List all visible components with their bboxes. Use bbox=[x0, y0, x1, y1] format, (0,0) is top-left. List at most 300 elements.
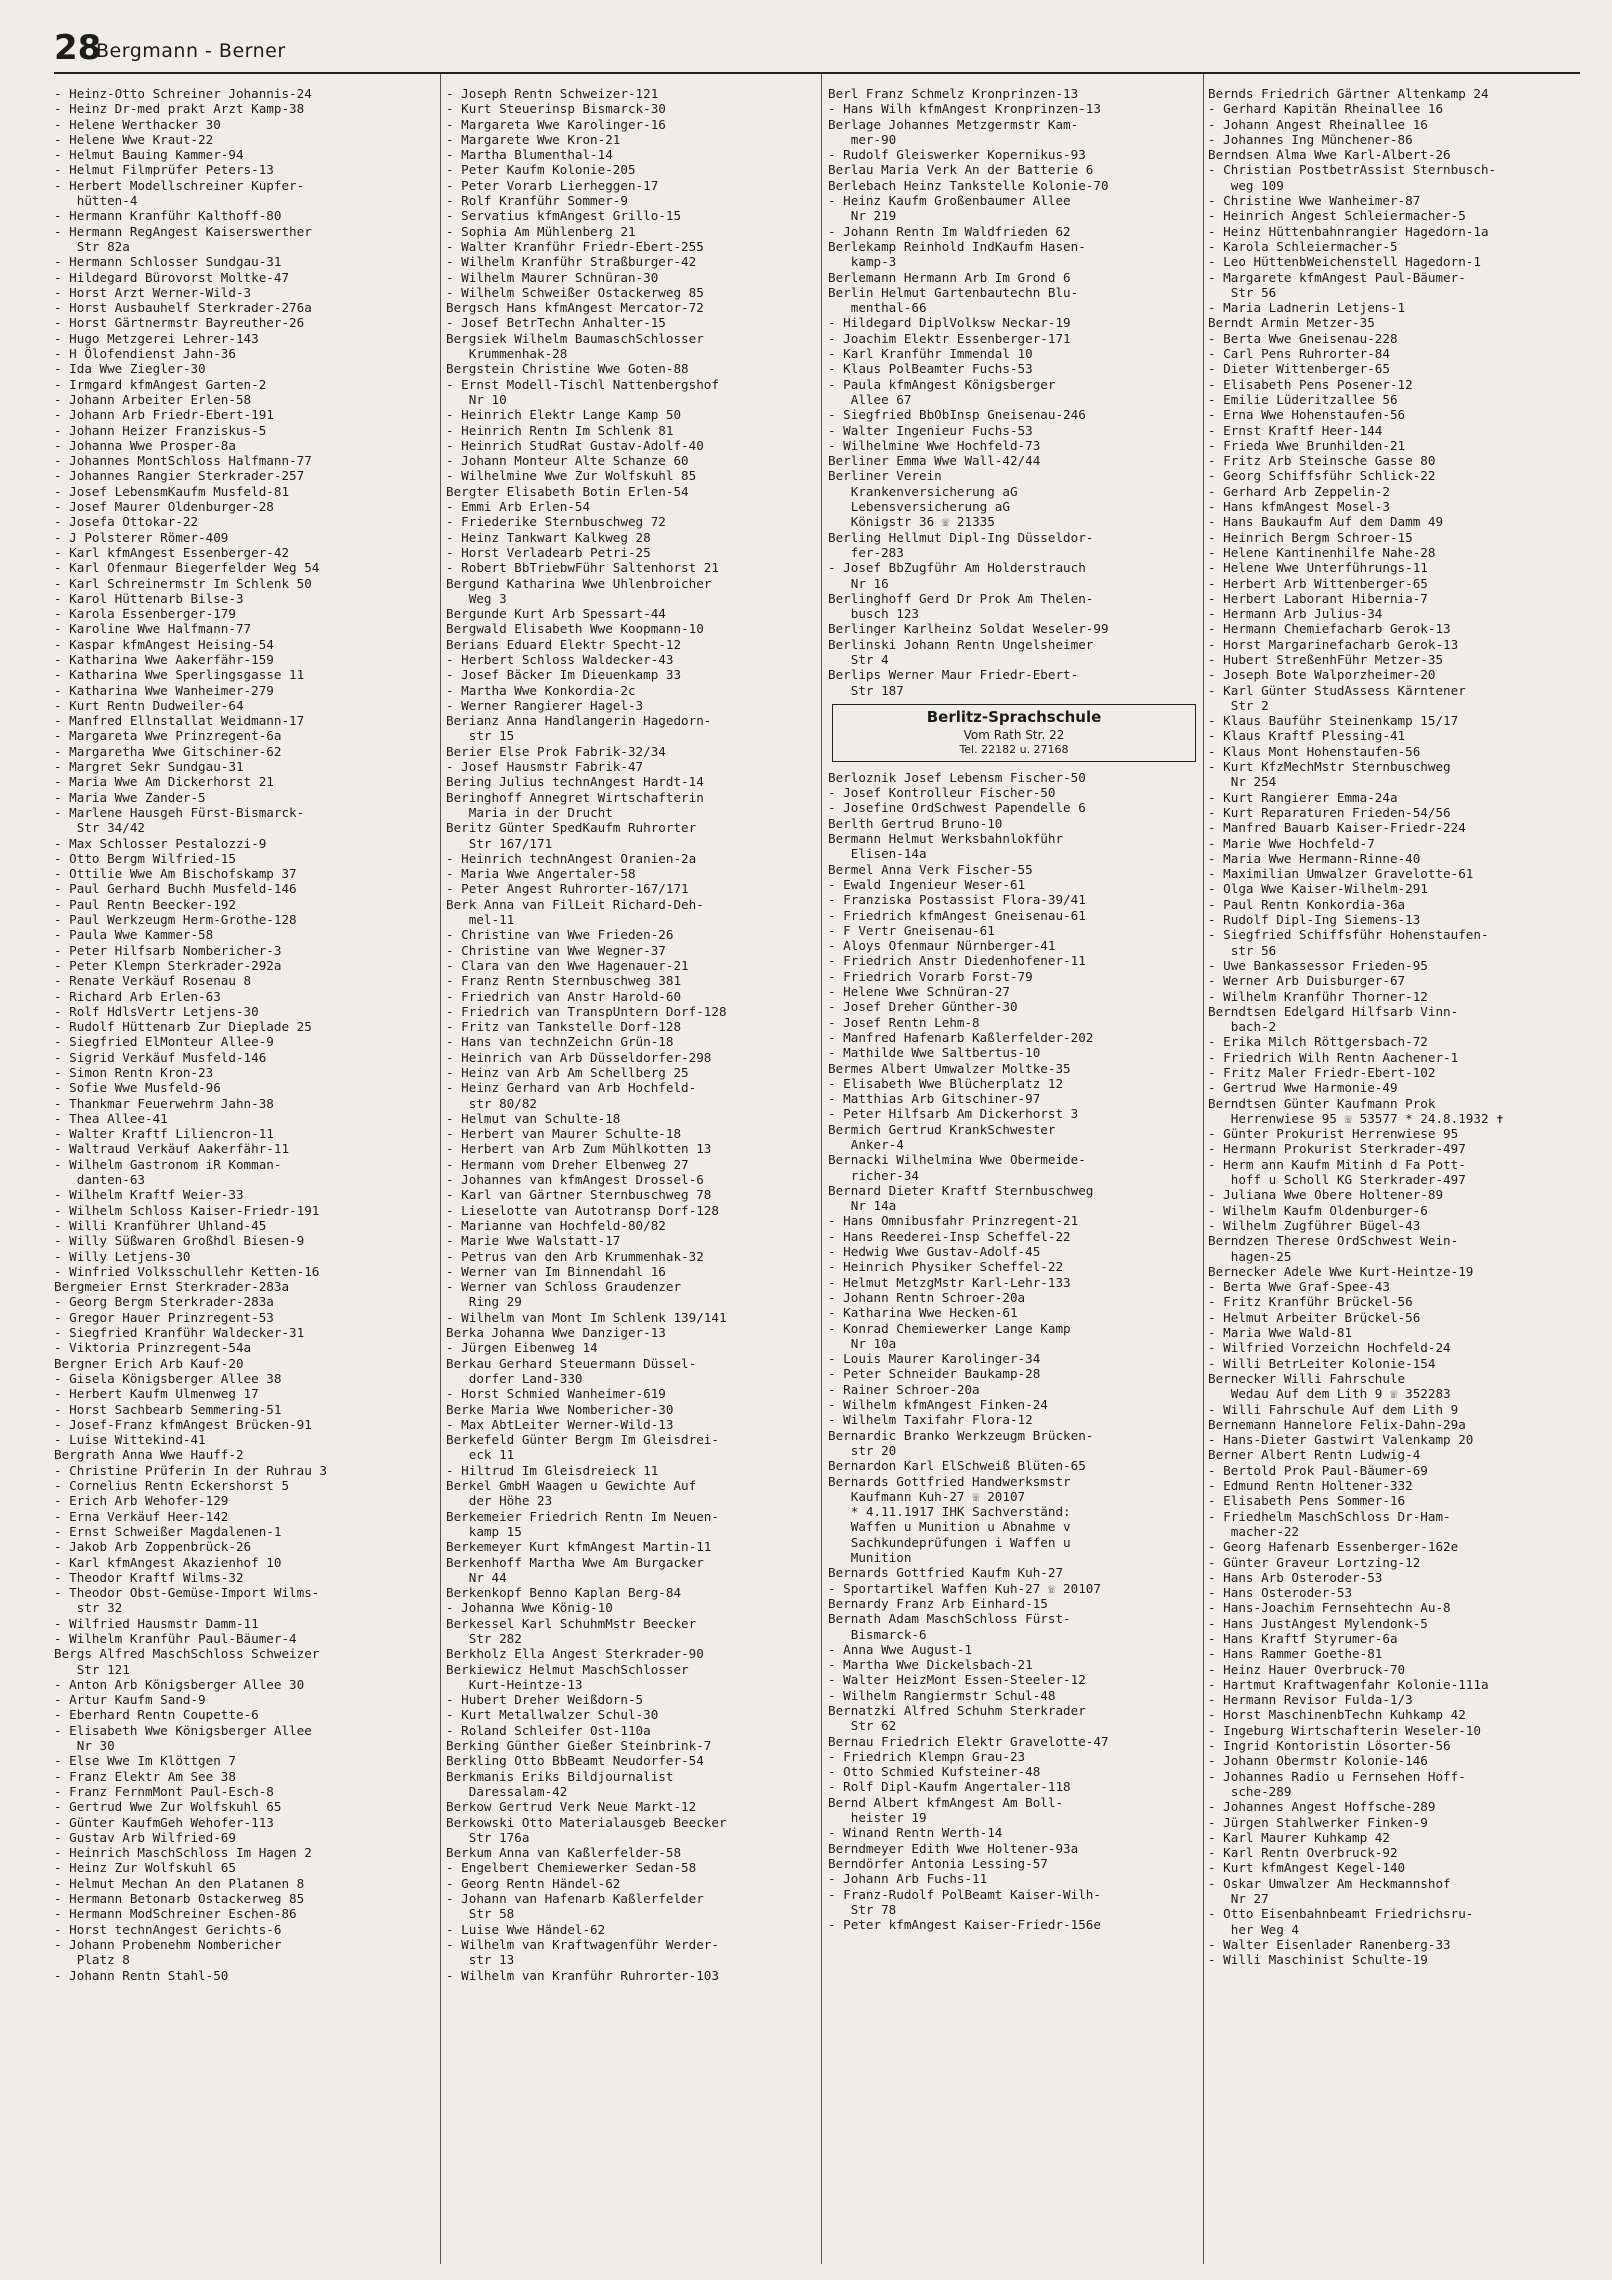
directory-entry: Berlinghoff Gerd Dr Prok Am Thelen- busch 123 bbox=[828, 590, 1094, 622]
directory-entry: - Heinz Zur Wolfskuhl 65 bbox=[54, 1860, 236, 1876]
directory-entry: - Klaus PolBeamter Fuchs-53 bbox=[828, 361, 1033, 377]
directory-entry: - Konrad Chemiewerker Lange Kamp Nr 10a bbox=[828, 1320, 1071, 1351]
directory-entry: - Heinrich Angest Schleiermacher-5 bbox=[1208, 208, 1466, 224]
directory-entry: Berlekamp Reinhold IndKaufm Hasen- kamp-3 bbox=[828, 238, 1086, 270]
directory-entry: - Maximilian Umwalzer Gravelotte-61 bbox=[1208, 866, 1474, 882]
directory-entry: Berkemeyer Kurt kfmAngest Martin-11 bbox=[446, 1539, 712, 1555]
directory-entry: - Hermann RegAngest Kaiserswerther Str 82a bbox=[54, 223, 312, 254]
directory-entry: - Johann Monteur Alte Schanze 60 bbox=[446, 453, 689, 469]
directory-entry: - Peter Schneider Baukamp-28 bbox=[828, 1366, 1041, 1382]
directory-entry: - Waltraud Verkäuf Aakerfähr-11 bbox=[54, 1141, 290, 1157]
directory-entry: - Maria Ladnerin Letjens-1 bbox=[1208, 300, 1406, 316]
directory-entry: - Fritz Maler Friedr-Ebert-102 bbox=[1208, 1065, 1436, 1080]
directory-entry: Bergstein Christine Wwe Goten-88 bbox=[446, 361, 689, 377]
directory-entry: - Johanna Wwe König-10 bbox=[446, 1600, 613, 1616]
directory-entry: - Hubert Dreher Weißdorn-5 bbox=[446, 1692, 644, 1708]
directory-entry: Berndtsen Günter Kaufmann Prok Herrenwiese 95 ☏ 53577 * 24.8.1932 ✝ bbox=[1208, 1095, 1504, 1126]
directory-entry: - Willi BetrLeiter Kolonie-154 bbox=[1208, 1355, 1436, 1371]
directory-entry: - Roland Schleifer Ost-110a bbox=[446, 1722, 651, 1738]
directory-entry: - Renate Verkäuf Rosenau 8 bbox=[54, 973, 252, 989]
directory-entry: - Wilhelm Kaufm Oldenburger-6 bbox=[1208, 1202, 1428, 1218]
directory-entry: - Paula kfmAngest Königsberger Allee 67 bbox=[828, 376, 1056, 407]
directory-entry: Berndmeyer Edith Wwe Holtener-93a bbox=[828, 1840, 1079, 1856]
directory-entry: Bernards Gottfried Kaufm Kuh-27 bbox=[828, 1565, 1064, 1581]
directory-entry: - Gertrud Wwe Zur Wolfskuhl 65 bbox=[54, 1799, 282, 1815]
directory-entry: Beritz Günter SpedKaufm Ruhrorter Str 167/171 bbox=[446, 820, 697, 851]
directory-entry: - Margaretha Wwe Gitschiner-62 bbox=[54, 743, 282, 759]
directory-entry: - Heinz van Arb Am Schellberg 25 bbox=[446, 1065, 689, 1080]
column-3-upper bbox=[828, 86, 1204, 698]
directory-entry: - Karl kfmAngest Essenberger-42 bbox=[54, 544, 290, 560]
directory-entry: Berkemeier Friedrich Rentn Im Neuen- kamp 15 bbox=[446, 1508, 719, 1539]
directory-entry: - Hans Kraftf Styrumer-6a bbox=[1208, 1630, 1398, 1646]
directory-entry: - Ernst Schweißer Magdalenen-1 bbox=[54, 1523, 282, 1539]
directory-entry: - Friederike Sternbuschweg 72 bbox=[446, 514, 666, 530]
column-3 bbox=[828, 86, 1204, 2266]
directory-entry: - Werner van Schloss Graudenzer Ring 29 bbox=[446, 1279, 682, 1310]
directory-entry: - Bertold Prok Paul-Bäumer-69 bbox=[1208, 1462, 1428, 1478]
directory-entry: - Jürgen Eibenweg 14 bbox=[446, 1340, 598, 1356]
directory-entry: Berkow Gertrud Verk Neue Markt-12 bbox=[446, 1799, 697, 1815]
directory-entry: - Kurt Reparaturen Frieden-54/56 bbox=[1208, 804, 1451, 820]
directory-entry: - Ingeburg Wirtschafterin Weseler-10 bbox=[1208, 1722, 1481, 1738]
directory-entry: - Werner Rangierer Hagel-3 bbox=[446, 697, 644, 713]
advertisement-box bbox=[832, 704, 1196, 762]
directory-entry: - Heinz Hauer Overbruck-70 bbox=[1208, 1661, 1406, 1677]
directory-entry: - Karl Maurer Kuhkamp 42 bbox=[1208, 1829, 1390, 1845]
directory-entry: - Wilhelm van Kraftwagenführ Werder- str 13 bbox=[446, 1936, 719, 1968]
directory-entry: - Heinz Hüttenbahnrangier Hagedorn-1a bbox=[1208, 223, 1489, 239]
directory-entry: - Kurt Rentn Dudweiler-64 bbox=[54, 697, 244, 713]
directory-entry: Berkenkopf Benno Kaplan Berg-84 bbox=[446, 1585, 682, 1601]
directory-entry: - Richard Arb Erlen-63 bbox=[54, 988, 221, 1004]
directory-entry: - Rudolf Dipl-Ing Siemens-13 bbox=[1208, 912, 1421, 928]
directory-entry: - Ottilie Wwe Am Bischofskamp 37 bbox=[54, 866, 297, 882]
directory-entry: Berkiewicz Helmut MaschSchlosser Kurt-Heintze-13 bbox=[446, 1661, 689, 1692]
directory-entry: - Luise Wittekind-41 bbox=[54, 1432, 206, 1448]
directory-entry: - Hermann vom Dreher Elbenweg 27 bbox=[446, 1156, 689, 1172]
directory-entry: - Josef Kontrolleur Fischer-50 bbox=[828, 785, 1056, 801]
directory-entry: - Friedrich kfmAngest Gneisenau-61 bbox=[828, 907, 1086, 923]
directory-entry: - Margarete Wwe Kron-21 bbox=[446, 131, 621, 147]
directory-entry: - Wilhelm kfmAngest Finken-24 bbox=[828, 1397, 1048, 1413]
directory-entry: - Josef LebensmKaufm Musfeld-81 bbox=[54, 483, 290, 499]
directory-entry: Berndsen Alma Wwe Karl-Albert-26 bbox=[1208, 147, 1451, 163]
page-title: Bergmann - Berner bbox=[96, 40, 286, 62]
directory-entry: Bernemann Hannelore Felix-Dahn-29a bbox=[1208, 1416, 1466, 1432]
directory-entry: - Johann Rentn Stahl-50 bbox=[54, 1967, 229, 1983]
directory-entry: - Martha Blumenthal-14 bbox=[446, 147, 613, 163]
directory-entry: - Juliana Wwe Obere Holtener-89 bbox=[1208, 1187, 1444, 1203]
directory-entry: - Ida Wwe Ziegler-30 bbox=[54, 361, 206, 377]
directory-entry: - Cornelius Rentn Eckershorst 5 bbox=[54, 1478, 290, 1494]
directory-entry: - Manfred Hafenarb Kaßlerfelder-202 bbox=[828, 1029, 1094, 1045]
column-3-lower bbox=[828, 770, 1204, 1933]
directory-entry: - Heinz-Otto Schreiner Johannis-24 bbox=[54, 86, 312, 101]
directory-entry: - Helmut Filmprüfer Peters-13 bbox=[54, 162, 274, 178]
directory-entry: - Emmi Arb Erlen-54 bbox=[446, 499, 591, 515]
directory-entry: - Ernst Modell-Tischl Nattenbergshof Nr 10 bbox=[446, 376, 719, 407]
directory-entry: - Johanna Wwe Prosper-8a bbox=[54, 437, 236, 453]
directory-entry: - Marie Wwe Hochfeld-7 bbox=[1208, 835, 1375, 851]
directory-entry: Berlth Gertrud Bruno-10 bbox=[828, 815, 1003, 831]
directory-entry: - Karol Hüttenarb Bilse-3 bbox=[54, 590, 244, 606]
directory-entry: - Sophia Am Mühlenberg 21 bbox=[446, 223, 636, 239]
directory-entry: - Willy Letjens-30 bbox=[54, 1248, 191, 1264]
directory-entry: - Erna Verkäuf Heer-142 bbox=[54, 1508, 229, 1524]
directory-entry: - Josef BetrTechn Anhalter-15 bbox=[446, 315, 666, 331]
directory-entry: Berier Else Prok Fabrik-32/34 bbox=[446, 743, 666, 759]
directory-entry: - Lieselotte van Autotransp Dorf-128 bbox=[446, 1202, 719, 1218]
directory-entry: - Margret Sekr Sundgau-31 bbox=[54, 759, 244, 775]
directory-entry: - Christine Wwe Wanheimer-87 bbox=[1208, 193, 1421, 209]
directory-entry: - Josef Rentn Lehm-8 bbox=[828, 1014, 980, 1030]
directory-entry: - Sigrid Verkäuf Musfeld-146 bbox=[54, 1049, 267, 1065]
directory-entry: - Kaspar kfmAngest Heising-54 bbox=[54, 636, 274, 652]
directory-entry: - Thea Allee-41 bbox=[54, 1110, 168, 1126]
directory-entry: - Leo HüttenbWeichenstell Hagedorn-1 bbox=[1208, 254, 1481, 270]
directory-entry: - Paul Gerhard Buchh Musfeld-146 bbox=[54, 881, 297, 897]
directory-entry: - Klaus Mont Hohenstaufen-56 bbox=[1208, 743, 1421, 759]
directory-entry: Bernau Friedrich Elektr Gravelotte-47 bbox=[828, 1733, 1109, 1749]
directory-entry: - Wilhelm van Kranführ Ruhrorter-103 bbox=[446, 1967, 719, 1983]
directory-entry: - Walter Kraftf Liliencron-11 bbox=[54, 1126, 274, 1142]
directory-entry: - Katharina Wwe Aakerfähr-159 bbox=[54, 651, 274, 667]
directory-entry: - Josefine OrdSchwest Papendelle 6 bbox=[828, 800, 1086, 816]
directory-entry: - Emilie Lüderitzallee 56 bbox=[1208, 391, 1398, 407]
directory-entry: - Karl Schreinermstr Im Schlenk 50 bbox=[54, 575, 312, 591]
directory-entry: - Hartmut Kraftwagenfahr Kolonie-111a bbox=[1208, 1676, 1489, 1692]
directory-entry: - Hans van technZeichn Grün-18 bbox=[446, 1034, 674, 1050]
directory-entry: - Erika Milch Röttgersbach-72 bbox=[1208, 1034, 1428, 1050]
directory-entry: - Elisabeth Pens Posener-12 bbox=[1208, 376, 1413, 392]
directory-entry: Berlinski Johann Rentn Ungelsheimer Str 4 bbox=[828, 636, 1094, 667]
directory-entry: - Luise Wwe Händel-62 bbox=[446, 1921, 606, 1937]
directory-entry: - Elisabeth Wwe Blücherplatz 12 bbox=[828, 1075, 1064, 1091]
directory-entry: - Herbert van Arb Zum Mühlkotten 13 bbox=[446, 1141, 712, 1157]
directory-entry: - Paul Rentn Konkordia-36a bbox=[1208, 896, 1406, 912]
directory-entry: - Johannes Radio u Fernsehen Hoff- sche-289 bbox=[1208, 1768, 1466, 1799]
directory-entry: - Peter Hilfsarb Am Dickerhorst 3 bbox=[828, 1106, 1079, 1122]
directory-entry: - Katharina Wwe Wanheimer-279 bbox=[54, 682, 274, 698]
directory-entry: Bergund Katharina Wwe Uhlenbroicher Weg 3 bbox=[446, 575, 712, 606]
directory-entry: - Franz Elektr Am See 38 bbox=[54, 1768, 236, 1784]
directory-entry: - Willi Kranführer Uhland-45 bbox=[54, 1217, 267, 1233]
directory-entry: - Helene Werthacker 30 bbox=[54, 116, 221, 132]
page-number: 28 bbox=[54, 28, 102, 68]
directory-entry: - Jakob Arb Zoppenbrück-26 bbox=[54, 1539, 252, 1555]
directory-entry: - Servatius kfmAngest Grillo-15 bbox=[446, 208, 682, 224]
directory-entry: - Hans-Dieter Gastwirt Valenkamp 20 bbox=[1208, 1432, 1474, 1448]
directory-entry: - Helmut Arbeiter Brückel-56 bbox=[1208, 1309, 1421, 1325]
directory-entry: - Hildegard Bürovorst Moltke-47 bbox=[54, 269, 290, 285]
directory-entry: Bergsch Hans kfmAngest Mercator-72 bbox=[446, 300, 704, 316]
directory-entry: - Helmut Mechan An den Platanen 8 bbox=[54, 1875, 305, 1891]
directory-entry: - Heinz Tankwart Kalkweg 28 bbox=[446, 529, 651, 545]
directory-entry: - Olga Wwe Kaiser-Wilhelm-291 bbox=[1208, 881, 1428, 897]
directory-entry: Bering Julius technAngest Hardt-14 bbox=[446, 774, 704, 790]
column-1 bbox=[54, 86, 430, 2266]
directory-entry: - Karola Schleiermacher-5 bbox=[1208, 238, 1398, 254]
directory-entry: - Carl Pens Ruhrorter-84 bbox=[1208, 346, 1390, 362]
directory-entry: - Karl kfmAngest Akazienhof 10 bbox=[54, 1554, 282, 1570]
directory-entry: - Willy Süßwaren Großhdl Biesen-9 bbox=[54, 1233, 305, 1249]
directory-entry: - Peter Vorarb Lierheggen-17 bbox=[446, 177, 659, 193]
directory-entry: - Hermann Arb Julius-34 bbox=[1208, 606, 1383, 622]
directory-entry: Berlebach Heinz Tankstelle Kolonie-70 bbox=[828, 177, 1109, 193]
directory-entry: - Karl Günter StudAssess Kärntener Str 2 bbox=[1208, 682, 1466, 713]
directory-entry: - Max AbtLeiter Werner-Wild-13 bbox=[446, 1416, 674, 1432]
directory-entry: - Rudolf Hüttenarb Zur Dieplade 25 bbox=[54, 1019, 312, 1035]
directory-entry: - Horst Sachbearb Semmering-51 bbox=[54, 1401, 282, 1417]
directory-entry: - Gustav Arb Wilfried-69 bbox=[54, 1829, 236, 1845]
directory-entry: - Josefa Ottokar-22 bbox=[54, 514, 199, 530]
directory-entry: - Wilhelm Schloss Kaiser-Friedr-191 bbox=[54, 1202, 320, 1218]
directory-entry: - Heinz Kaufm Großenbaumer Allee Nr 219 bbox=[828, 193, 1071, 224]
directory-entry: - Johann Angest Rheinallee 16 bbox=[1208, 116, 1428, 132]
directory-entry: - Wilfried Hausmstr Damm-11 bbox=[54, 1615, 259, 1631]
directory-entry: - Hubert StreßenhFühr Metzer-35 bbox=[1208, 651, 1444, 667]
directory-entry: - Aloys Ofenmaur Nürnberger-41 bbox=[828, 938, 1056, 954]
directory-entry: Bernecker Willi Fahrschule Wedau Auf dem Lith 9 ☏ 352283 bbox=[1208, 1370, 1451, 1402]
directory-entry: Berlips Werner Maur Friedr-Ebert- Str 187 bbox=[828, 667, 1079, 698]
directory-entry: - Siegfried ElMonteur Allee-9 bbox=[54, 1034, 274, 1050]
directory-entry: - Anton Arb Königsberger Allee 30 bbox=[54, 1676, 305, 1692]
directory-entry: - Ernst Kraftf Heer-144 bbox=[1208, 422, 1383, 438]
directory-entry: - Wilhelm Kraftf Weier-33 bbox=[54, 1187, 244, 1203]
directory-entry: - Erich Arb Wehofer-129 bbox=[54, 1493, 229, 1509]
directory-entry: - Margareta Wwe Karolinger-16 bbox=[446, 116, 666, 132]
directory-entry: - Viktoria Prinzregent-54a bbox=[54, 1340, 252, 1356]
directory-entry: - Siegfried BbObInsp Gneisenau-246 bbox=[828, 407, 1086, 423]
directory-entry: - Edmund Rentn Holtener-332 bbox=[1208, 1478, 1413, 1494]
directory-entry: Bernd Albert kfmAngest Am Boll- heister 19 bbox=[828, 1794, 1064, 1826]
directory-entry: - Wilhelm Zugführer Bügel-43 bbox=[1208, 1217, 1421, 1233]
directory-entry: - Heinrich MaschSchloss Im Hagen 2 bbox=[54, 1845, 312, 1861]
directory-entry: - Helmut Bauing Kammer-94 bbox=[54, 147, 244, 163]
directory-entry: - Robert BbTriebwFühr Saltenhorst 21 bbox=[446, 560, 719, 576]
column-4 bbox=[1208, 86, 1584, 2266]
directory-entry: - Maria Wwe Angertaler-58 bbox=[446, 866, 636, 882]
directory-entry: - Friedrich Anstr Diedenhofener-11 bbox=[828, 953, 1086, 969]
directory-entry: - Heinrich van Arb Düsseldorfer-298 bbox=[446, 1049, 712, 1065]
directory-entry: - Willi Fahrschule Auf dem Lith 9 bbox=[1208, 1401, 1459, 1417]
directory-entry: - Heinz Gerhard van Arb Hochfeld- str 80/82 bbox=[446, 1080, 697, 1111]
directory-entry: - Franz FernmMont Paul-Esch-8 bbox=[54, 1783, 274, 1799]
directory-entry: - Theodor Kraftf Wilms-32 bbox=[54, 1569, 244, 1585]
directory-entry: - Werner Arb Duisburger-67 bbox=[1208, 973, 1406, 989]
directory-entry: - Herbert Laborant Hibernia-7 bbox=[1208, 590, 1428, 606]
directory-entry: Berndörfer Antonia Lessing-57 bbox=[828, 1855, 1048, 1871]
directory-entry: Berkefeld Günter Bergm Im Gleisdrei- eck 11 bbox=[446, 1432, 719, 1463]
directory-entry: - Karl Ofenmaur Biegerfelder Weg 54 bbox=[54, 560, 320, 576]
directory-entry: - Johann Arb Fuchs-11 bbox=[828, 1871, 988, 1887]
directory-entry: Bernds Friedrich Gärtner Altenkamp 24 bbox=[1208, 86, 1489, 101]
directory-entry: - Gregor Hauer Prinzregent-53 bbox=[54, 1309, 274, 1325]
directory-entry: - Hans-Joachim Fernsehtechn Au-8 bbox=[1208, 1600, 1451, 1616]
directory-entry: - Wilhelm Gastronom iR Komman- danten-63 bbox=[54, 1156, 282, 1188]
directory-entry: - Ewald Ingenieur Weser-61 bbox=[828, 876, 1026, 892]
directory-entry: - Winand Rentn Werth-14 bbox=[828, 1825, 1003, 1841]
directory-entry: Berkel GmbH Waagen u Gewichte Auf der Höhe 23 bbox=[446, 1478, 697, 1509]
directory-entry: - Fritz van Tankstelle Dorf-128 bbox=[446, 1019, 682, 1035]
directory-entry: - Walter Ingenieur Fuchs-53 bbox=[828, 422, 1033, 438]
directory-entry: - Johann Heizer Franziskus-5 bbox=[54, 422, 267, 438]
directory-entry: - Elisabeth Pens Sommer-16 bbox=[1208, 1493, 1406, 1509]
directory-entry: Bergner Erich Arb Kauf-20 bbox=[54, 1355, 244, 1371]
directory-entry: - Friedhelm MaschSchloss Dr-Ham- macher-22 bbox=[1208, 1508, 1451, 1539]
directory-entry: - Kurt KfzMechMstr Sternbuschweg Nr 254 bbox=[1208, 759, 1451, 790]
directory-entry: - Rolf Dipl-Kaufm Angertaler-118 bbox=[828, 1779, 1071, 1795]
directory-entry: - Theodor Obst-Gemüse-Import Wilms- str 32 bbox=[54, 1585, 320, 1616]
directory-entry: Berner Albert Rentn Ludwig-4 bbox=[1208, 1447, 1421, 1463]
directory-entry: - Hermann Revisor Fulda-1/3 bbox=[1208, 1692, 1413, 1708]
directory-entry: - Helene Kantinenhilfe Nahe-28 bbox=[1208, 544, 1436, 560]
directory-entry: - Josef Bäcker Im Dieuenkamp 33 bbox=[446, 667, 682, 683]
directory-entry: Berlage Johannes Metzgermstr Kam- mer-90 bbox=[828, 116, 1079, 147]
directory-entry: - Berta Wwe Gneisenau-228 bbox=[1208, 330, 1398, 346]
directory-entry: - Karl Rentn Overbruck-92 bbox=[1208, 1845, 1398, 1861]
directory-entry: Berling Hellmut Dipl-Ing Düsseldor- fer-283 bbox=[828, 529, 1094, 560]
directory-entry: - Helene Wwe Unterführungs-11 bbox=[1208, 560, 1428, 576]
directory-entry: - Peter kfmAngest Kaiser-Friedr-156e bbox=[828, 1917, 1101, 1933]
directory-entry: - Hugo Metzgerei Lehrer-143 bbox=[54, 330, 259, 346]
directory-entry: Bergwald Elisabeth Wwe Koopmann-10 bbox=[446, 621, 704, 637]
directory-entry: - Christine van Wwe Frieden-26 bbox=[446, 927, 674, 943]
directory-entry: - Rolf Kranführ Sommer-9 bbox=[446, 193, 628, 209]
directory-entry: - Else Wwe Im Klöttgen 7 bbox=[54, 1753, 236, 1769]
directory-entry: - Hans kfmAngest Mosel-3 bbox=[1208, 499, 1390, 515]
directory-entry: - Herbert Arb Wittenberger-65 bbox=[1208, 575, 1428, 591]
directory-entry: Berk Anna van FilLeit Richard-Deh- mel-11 bbox=[446, 896, 704, 928]
directory-entry: - Irmgard kfmAngest Garten-2 bbox=[54, 376, 267, 392]
directory-entry: Berkessel Karl SchuhmMstr Beecker Str 282 bbox=[446, 1615, 697, 1646]
directory-entry: - Joseph Bote Walporzheimer-20 bbox=[1208, 667, 1436, 683]
directory-entry: - Siegfried Kranführ Waldecker-31 bbox=[54, 1325, 305, 1341]
directory-entry: Berka Johanna Wwe Danziger-13 bbox=[446, 1325, 666, 1341]
directory-entry: - Martha Wwe Dickelsbach-21 bbox=[828, 1657, 1033, 1673]
directory-entry: - Walter HeizMont Essen-Steeler-12 bbox=[828, 1672, 1086, 1688]
directory-entry: - Wilfried Vorzeichn Hochfeld-24 bbox=[1208, 1340, 1451, 1356]
directory-entry: - Christian PostbetrAssist Sternbusch- weg 109 bbox=[1208, 162, 1497, 193]
directory-entry: Bernath Adam MaschSchloss Fürst- Bismarck-6 bbox=[828, 1611, 1071, 1642]
directory-entry: - Karola Essenberger-179 bbox=[54, 606, 236, 622]
directory-entry: Berndt Armin Metzer-35 bbox=[1208, 315, 1375, 331]
directory-entry: - Johannes van kfmAngest Drossel-6 bbox=[446, 1172, 704, 1188]
directory-entry: - Johannes Rangier Sterkrader-257 bbox=[54, 468, 305, 484]
directory-entry: - Clara van den Wwe Hagenauer-21 bbox=[446, 957, 689, 973]
directory-entry: - Hildegard DiplVolksw Neckar-19 bbox=[828, 315, 1071, 331]
directory-entry: - Friedrich Vorarb Forst-79 bbox=[828, 968, 1033, 984]
directory-entry: Berlinger Karlheinz Soldat Weseler-99 bbox=[828, 621, 1109, 637]
directory-entry: - Hermann Chemiefacharb Gerok-13 bbox=[1208, 621, 1451, 637]
directory-entry: - Johann van Hafenarb Kaßlerfelder Str 58 bbox=[446, 1891, 704, 1922]
directory-entry: - Georg Rentn Händel-62 bbox=[446, 1875, 621, 1891]
directory-entry: Bergs Alfred MaschSchloss Schweizer Str 121 bbox=[54, 1646, 320, 1677]
directory-entry: - Oskar Umwalzer Am Heckmannshof Nr 27 bbox=[1208, 1875, 1451, 1907]
page-header bbox=[54, 26, 1580, 68]
directory-entry: - Ingrid Kontoristin Lösorter-56 bbox=[1208, 1738, 1451, 1754]
directory-entry: - Wilhelmine Wwe Hochfeld-73 bbox=[828, 437, 1041, 453]
directory-entry: - Wilhelm van Mont Im Schlenk 139/141 bbox=[446, 1309, 727, 1325]
directory-entry: - Peter Klempn Sterkrader-292a bbox=[54, 957, 282, 973]
directory-entry: - Louis Maurer Karolinger-34 bbox=[828, 1351, 1041, 1367]
directory-entry: - Hans Osteroder-53 bbox=[1208, 1585, 1353, 1601]
directory-entry: - Marlene Hausgeh Fürst-Bismarck- Str 34/42 bbox=[54, 804, 305, 836]
directory-entry: - Rudolf Gleiswerker Kopernikus-93 bbox=[828, 147, 1086, 163]
directory-entry: Bernardic Branko Werkzeugm Brücken- str 20 bbox=[828, 1427, 1094, 1458]
directory-entry: - Günter Prokurist Herrenwiese 95 bbox=[1208, 1126, 1459, 1142]
directory-entry: Bernardy Franz Arb Einhard-15 bbox=[828, 1595, 1048, 1611]
directory-entry: - Fritz Kranführ Brückel-56 bbox=[1208, 1294, 1413, 1310]
directory-entry: - Hiltrud Im Gleisdreieck 11 bbox=[446, 1462, 659, 1478]
directory-entry: - Katharina Wwe Hecken-61 bbox=[828, 1305, 1018, 1321]
directory-entry: - Anna Wwe August-1 bbox=[828, 1641, 973, 1657]
directory-entry: - Katharina Wwe Sperlingsgasse 11 bbox=[54, 667, 305, 683]
directory-entry: - Peter Hilfsarb Nombericher-3 bbox=[54, 942, 282, 958]
directory-entry: - Hermann Schlosser Sundgau-31 bbox=[54, 254, 282, 270]
directory-entry: Berliner Verein Krankenversicherung aG Lebensversicherung aG Königstr 36 ☏ 21335 bbox=[828, 468, 1018, 530]
directory-entry: - Johann Probenehm Nombericher Platz 8 bbox=[54, 1936, 282, 1968]
directory-entry: - Fritz Arb Steinsche Gasse 80 bbox=[1208, 453, 1436, 469]
directory-entry: - Petrus van den Arb Krummenhak-32 bbox=[446, 1248, 704, 1264]
directory-entry: - Dieter Wittenberger-65 bbox=[1208, 361, 1390, 377]
directory-entry: - Horst Verladearb Petri-25 bbox=[446, 544, 651, 560]
directory-entry: - Horst Gärtnermstr Bayreuther-26 bbox=[54, 315, 305, 331]
directory-entry: - Georg Schiffsführ Schlick-22 bbox=[1208, 468, 1436, 484]
directory-entry: - Maria Wwe Hermann-Rinne-40 bbox=[1208, 850, 1421, 866]
directory-entry: - Heinrich StudRat Gustav-Adolf-40 bbox=[446, 437, 704, 453]
directory-entry: - F Vertr Gneisenau-61 bbox=[828, 922, 995, 938]
directory-entry: - Otto Bergm Wilfried-15 bbox=[54, 850, 236, 866]
directory-entry: Berkowski Otto Materialausgeb Beecker Str 176a bbox=[446, 1814, 727, 1845]
directory-entry: - Willi Maschinist Schulte-19 bbox=[1208, 1952, 1428, 1968]
directory-entry: - Herbert van Maurer Schulte-18 bbox=[446, 1126, 682, 1142]
directory-entry: - Karoline Wwe Halfmann-77 bbox=[54, 621, 252, 637]
directory-entry: - Hermann Kranführ Kalthoff-80 bbox=[54, 208, 282, 224]
directory-entry: - Hans Reederei-Insp Scheffel-22 bbox=[828, 1228, 1071, 1244]
directory-entry: - Johann Obermstr Kolonie-146 bbox=[1208, 1753, 1428, 1769]
directory-entry: - Margareta Wwe Prinzregent-6a bbox=[54, 728, 282, 744]
directory-entry: - Friedrich van Anstr Harold-60 bbox=[446, 988, 682, 1004]
directory-entry: Berndtsen Edelgard Hilfsarb Vinn- bach-2 bbox=[1208, 1003, 1459, 1035]
directory-entry: - Hedwig Wwe Gustav-Adolf-45 bbox=[828, 1244, 1041, 1260]
directory-entry: - Hans Omnibusfahr Prinzregent-21 bbox=[828, 1213, 1079, 1229]
directory-entry: - Hans Rammer Goethe-81 bbox=[1208, 1646, 1383, 1662]
directory-entry: - Franz Rentn Sternbuschweg 381 bbox=[446, 973, 682, 989]
directory-entry: - Wilhelm Kranführ Paul-Bäumer-4 bbox=[54, 1630, 297, 1646]
directory-entry: - Jürgen Stahlwerker Finken-9 bbox=[1208, 1814, 1428, 1830]
directory-entry: - Hermann Prokurist Sterkrader-497 bbox=[1208, 1141, 1466, 1157]
directory-entry: - Karl van Gärtner Sternbuschweg 78 bbox=[446, 1187, 712, 1203]
directory-entry: - Wilhelm Kranführ Straßburger-42 bbox=[446, 254, 697, 270]
directory-entry: Berndzen Therese OrdSchwest Wein- hagen-25 bbox=[1208, 1233, 1459, 1264]
directory-entry: - Thankmar Feuerwehrm Jahn-38 bbox=[54, 1095, 274, 1111]
ad-telephone: Tel. 22182 u. 27168 bbox=[959, 742, 1069, 756]
directory-entry: - Helmut van Schulte-18 bbox=[446, 1110, 621, 1126]
directory-entry: - Frieda Wwe Brunhilden-21 bbox=[1208, 437, 1406, 453]
directory-entry: - Wilhelm Rangiermstr Schul-48 bbox=[828, 1687, 1056, 1703]
directory-entry: - J Polsterer Römer-409 bbox=[54, 529, 229, 545]
directory-entry: - Matthias Arb Gitschiner-97 bbox=[828, 1091, 1041, 1107]
directory-entry: - Wilhelm Schweißer Ostackerweg 85 bbox=[446, 284, 704, 300]
directory-entry: - Johannes MontSchloss Halfmann-77 bbox=[54, 453, 312, 469]
directory-entry: - Maria Wwe Wald-81 bbox=[1208, 1325, 1353, 1341]
directory-entry: Bernardon Karl ElSchweiß Blüten-65 bbox=[828, 1458, 1086, 1474]
directory-entry: - Maria Wwe Zander-5 bbox=[54, 789, 206, 805]
directory-entry: - Herbert Schloss Waldecker-43 bbox=[446, 651, 674, 667]
directory-entry: - Georg Bergm Sterkrader-283a bbox=[54, 1294, 274, 1310]
